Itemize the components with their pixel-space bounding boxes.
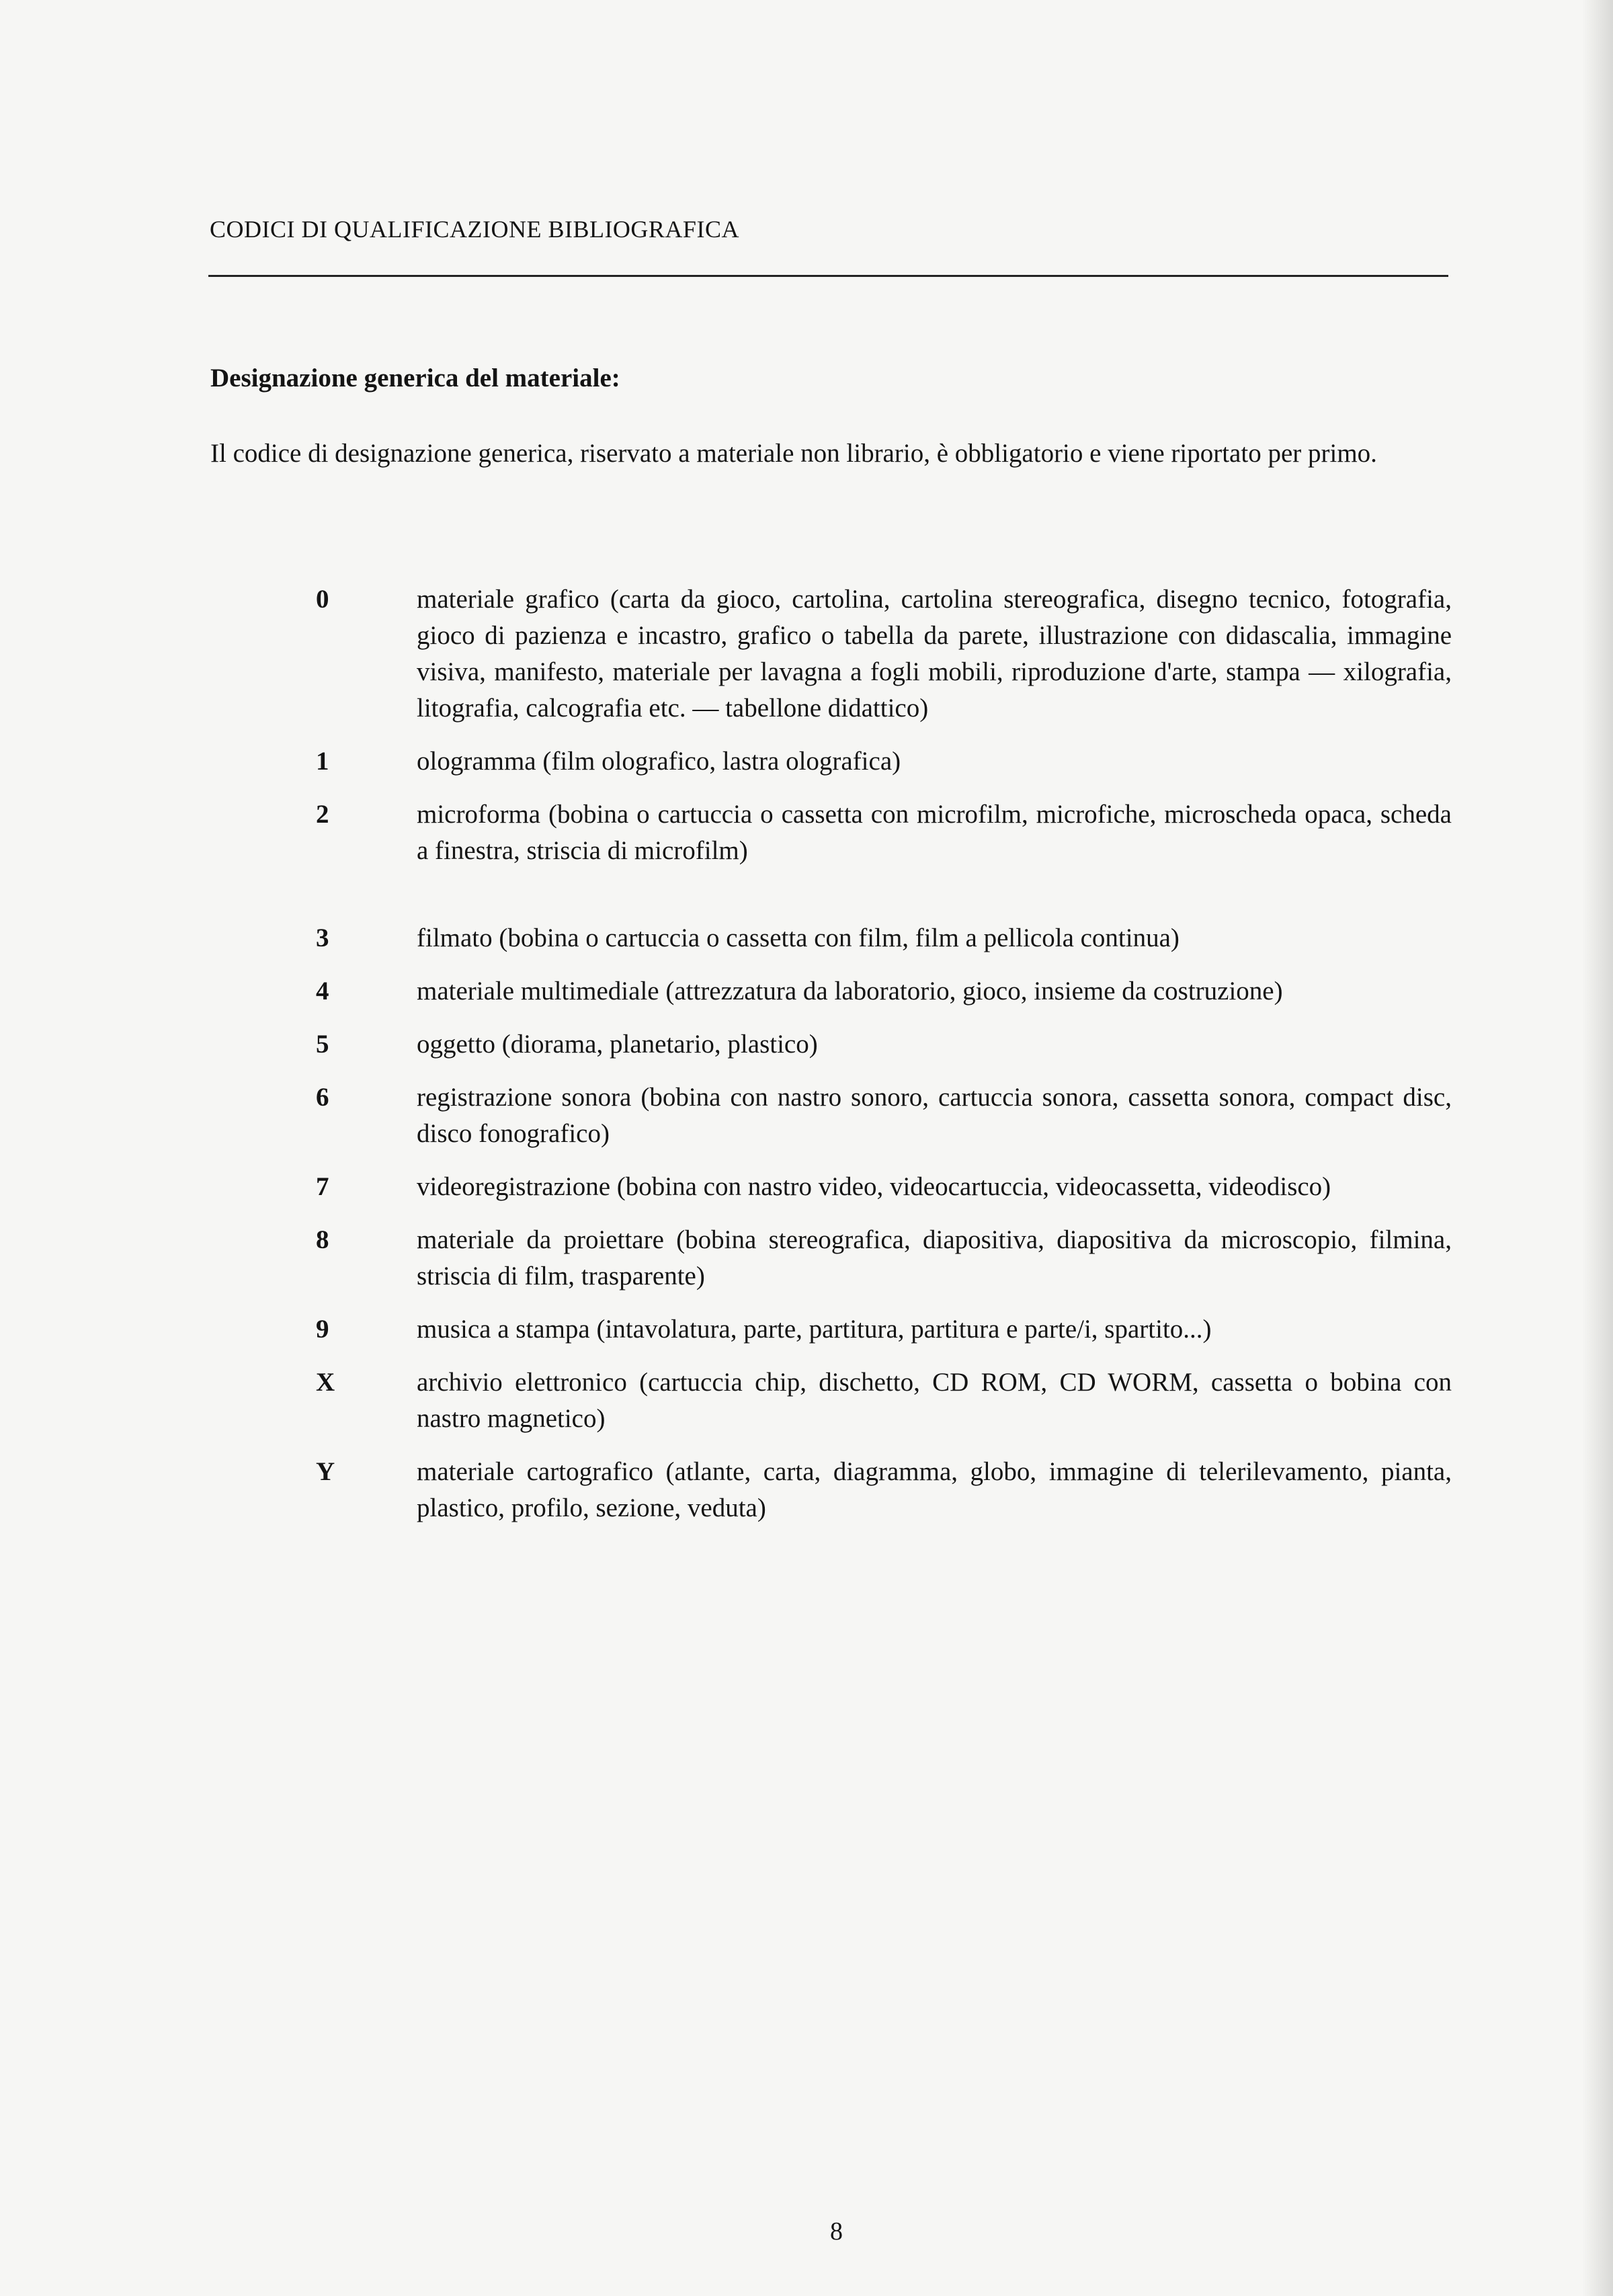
code-key: Y xyxy=(316,1457,335,1486)
code-description: materiale multimediale (attrezzatura da laboratorio, gioco, insieme da costruzione) xyxy=(417,977,1283,1006)
code-description: materiale grafico (carta da gioco, cartolina, cartolina stereografica, disegno tecnico, fotografia, gioco di pazienza e incastro, grafico o tabella da parete, illustrazione con didascalia, immagine visiva, manifesto, materiale per lavagna a fogli mobili, riproduzione d'arte, stampa — xilografia, litografia, calcografia etc. — tabellone didattico) xyxy=(417,585,1452,723)
code-description: archivio elettronico (cartuccia chip, dischetto, CD ROM, CD WORM, cassetta o bobina con nastro magnetico) xyxy=(417,1368,1452,1433)
code-key: 6 xyxy=(316,1083,329,1112)
code-description: materiale cartografico (atlante, carta, diagramma, globo, immagine di telerilevamento, pianta, plastico, profilo, sezione, veduta) xyxy=(417,1457,1452,1522)
section-title: Designazione generica del materiale: xyxy=(210,364,620,393)
code-item xyxy=(296,1169,1452,1205)
running-header: CODICI DI QUALIFICAZIONE BIBLIOGRAFICA xyxy=(210,216,739,243)
code-item xyxy=(296,1454,1452,1526)
code-item xyxy=(296,973,1452,1010)
code-key: 3 xyxy=(316,924,329,952)
code-item xyxy=(296,743,1452,780)
header-rule xyxy=(208,275,1448,277)
code-description: registrazione sonora (bobina con nastro sonoro, cartuccia sonora, cassetta sonora, compact disc, disco fonografico) xyxy=(417,1083,1452,1148)
code-description: microforma (bobina o cartuccia o cassetta con microfilm, microfiche, microscheda opaca, scheda a finestra, striscia di microfilm) xyxy=(417,800,1452,865)
code-key: 5 xyxy=(316,1030,329,1059)
page-edge-shadow xyxy=(1582,0,1613,2296)
code-description: videoregistrazione (bobina con nastro video, videocartuccia, videocassetta, videodisco) xyxy=(417,1172,1331,1201)
code-item xyxy=(296,1364,1452,1437)
code-key: 0 xyxy=(316,585,329,614)
code-key: 2 xyxy=(316,800,329,829)
code-item xyxy=(296,1026,1452,1063)
code-key: 4 xyxy=(316,977,329,1006)
code-key: X xyxy=(316,1368,335,1397)
code-item xyxy=(296,920,1452,956)
intro-paragraph: Il codice di designazione generica, riservato a materiale non librario, è obbligatorio e viene riportato per primo. xyxy=(210,439,1377,468)
code-item xyxy=(296,581,1452,727)
code-key: 9 xyxy=(316,1315,329,1344)
code-item xyxy=(296,1079,1452,1152)
code-key: 8 xyxy=(316,1225,329,1254)
code-description: musica a stampa (intavolatura, parte, partitura, partitura e parte/i, spartito...) xyxy=(417,1315,1212,1344)
code-item xyxy=(296,796,1452,869)
code-key: 7 xyxy=(316,1172,329,1201)
code-key: 1 xyxy=(316,747,329,776)
code-description: filmato (bobina o cartuccia o cassetta con film, film a pellicola continua) xyxy=(417,924,1180,952)
code-description: oggetto (diorama, planetario, plastico) xyxy=(417,1030,818,1059)
code-description: materiale da proiettare (bobina stereografica, diapositiva, diapositiva da microscopio, filmina, striscia di film, trasparente) xyxy=(417,1225,1452,1290)
code-item xyxy=(296,1222,1452,1295)
code-item xyxy=(296,1311,1452,1348)
code-list xyxy=(296,581,1452,1543)
code-description: ologramma (film olografico, lastra olografica) xyxy=(417,747,901,776)
page-number: 8 xyxy=(830,2217,843,2246)
